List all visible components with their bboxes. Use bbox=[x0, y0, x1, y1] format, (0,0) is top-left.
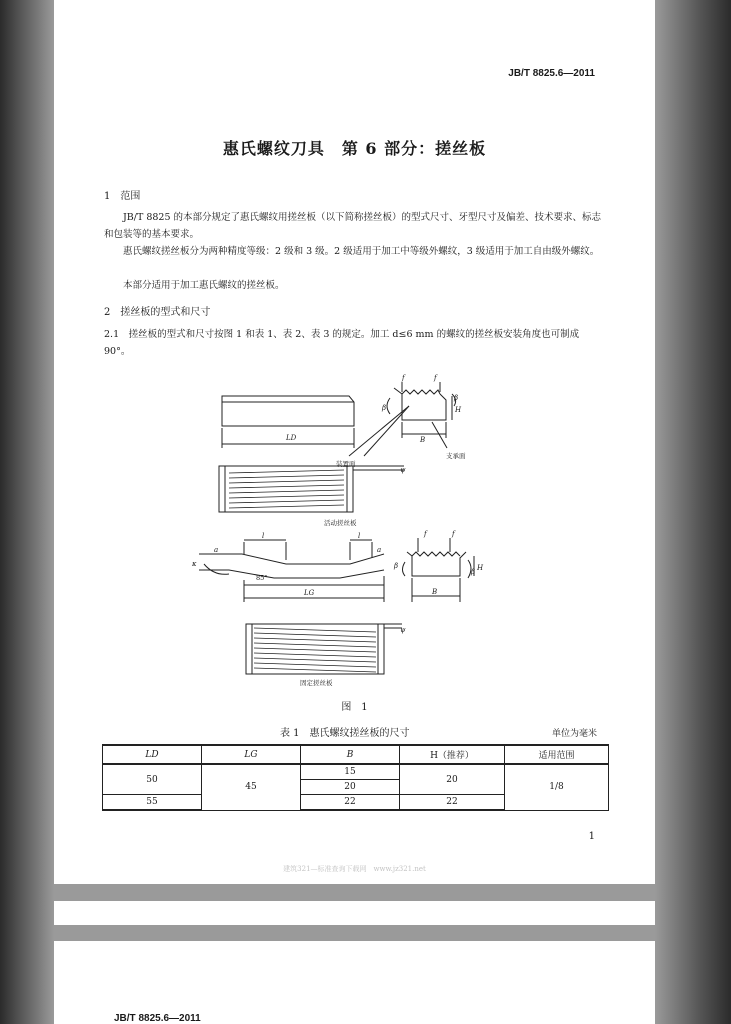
section-2-paragraph-1: 2.1 搓丝板的型式和尺寸按图 1 和表 1、表 2、表 3 的规定。加工 d≤6 mm 的螺纹的搓丝板安装角度也可制成 90°。 bbox=[104, 329, 580, 357]
cell-range: 1/8 bbox=[505, 764, 609, 810]
label-moving-die: 活动搓丝板 bbox=[324, 519, 357, 527]
dimensions-table bbox=[102, 744, 609, 811]
cell-b-15: 15 bbox=[301, 764, 400, 780]
standard-number-page-2: JB/T 8825.6—2011 bbox=[114, 1013, 201, 1024]
label-ld: LD bbox=[286, 434, 297, 442]
label-angle-85: 85° bbox=[256, 574, 268, 582]
label-b-fixed: B bbox=[432, 588, 438, 596]
cell-ld-55: 55 bbox=[103, 795, 202, 811]
fixed-die-profile bbox=[403, 538, 475, 602]
label-a-right: a bbox=[377, 546, 382, 554]
label-beta-left: β bbox=[382, 404, 387, 412]
label-kappa: κ bbox=[192, 560, 197, 568]
label-beta-right: β bbox=[454, 394, 459, 402]
label-fixed-die: 固定搓丝板 bbox=[300, 679, 333, 687]
table-unit: 单位为毫米 bbox=[551, 729, 597, 739]
label-h-top: H bbox=[455, 406, 462, 414]
figure-caption: 图 1 bbox=[341, 702, 368, 713]
label-psi-bottom: ψ bbox=[400, 626, 406, 634]
section-1-paragraph-1: JB/T 8825 的本部分规定了惠氏螺纹用搓丝板（以下简称搓丝板）的型式尺寸、牙型尺寸及偏差、技术要求、标志和包装等的基本要求。 bbox=[104, 212, 602, 240]
page-gap-strip bbox=[54, 901, 655, 925]
cell-lg-45: 45 bbox=[202, 764, 301, 810]
document-page-2 bbox=[54, 941, 655, 1024]
label-lg: LG bbox=[304, 589, 315, 597]
cell-h-20: 20 bbox=[400, 764, 505, 795]
document-page-1 bbox=[54, 0, 655, 884]
label-psi-top: ψ bbox=[400, 466, 406, 474]
label-f-fixed-right: f bbox=[452, 530, 455, 538]
label-beta-fixed-right: β bbox=[471, 568, 476, 576]
header-ld: LD bbox=[103, 745, 202, 764]
table-caption: 表 1 惠氏螺纹搓丝板的尺寸 bbox=[280, 728, 410, 739]
section-1-paragraph-3: 本部分适用于加工惠氏螺纹的搓丝板。 bbox=[123, 280, 285, 291]
page-number: 1 bbox=[588, 831, 595, 842]
label-beta-fixed-left: β bbox=[394, 562, 399, 570]
fixed-die-side-view bbox=[199, 540, 384, 602]
cell-b-22: 22 bbox=[301, 795, 400, 811]
label-support-face: 支承面 bbox=[446, 452, 466, 460]
cell-ld-50: 50 bbox=[103, 764, 202, 795]
label-a-left: a bbox=[214, 546, 219, 554]
section-1-paragraph-2: 惠氏螺纹搓丝板分为两种精度等级：2 级和 3 级。2 级适用于加工中等级外螺纹，3 级适用于加工自由级外螺纹。 bbox=[123, 246, 600, 257]
cell-h-22: 22 bbox=[400, 795, 505, 811]
header-h: H（推荐） bbox=[400, 745, 505, 764]
label-h-fixed: H bbox=[477, 564, 484, 572]
label-working-face: 装置面 bbox=[336, 460, 356, 468]
label-b-top: B bbox=[420, 436, 426, 444]
moving-die-plan-view bbox=[219, 466, 404, 512]
label-f-top-left: f bbox=[402, 374, 405, 382]
header-lg: LG bbox=[202, 745, 301, 764]
header-b: B bbox=[301, 745, 400, 764]
section-2-heading: 2 搓丝板的型式和尺寸 bbox=[104, 307, 211, 318]
cell-b-20: 20 bbox=[301, 780, 400, 795]
label-f-top-right: f bbox=[434, 374, 437, 382]
label-l-left: l bbox=[262, 532, 265, 540]
label-f-fixed-left: f bbox=[424, 530, 427, 538]
standard-number: JB/T 8825.6—2011 bbox=[508, 68, 595, 79]
moving-die-profile bbox=[349, 382, 459, 456]
fixed-die-plan-view bbox=[246, 624, 402, 674]
watermark: 建筑321—标准查询下载网 www.jz321.net bbox=[283, 865, 426, 873]
label-l-right: l bbox=[358, 532, 361, 540]
page-title: 惠氏螺纹刀具 第 6 部分：搓丝板 bbox=[222, 139, 487, 158]
section-1-heading: 1 范围 bbox=[104, 191, 141, 202]
figure-1-drawing bbox=[54, 370, 655, 690]
header-range: 适用范围 bbox=[505, 745, 609, 764]
